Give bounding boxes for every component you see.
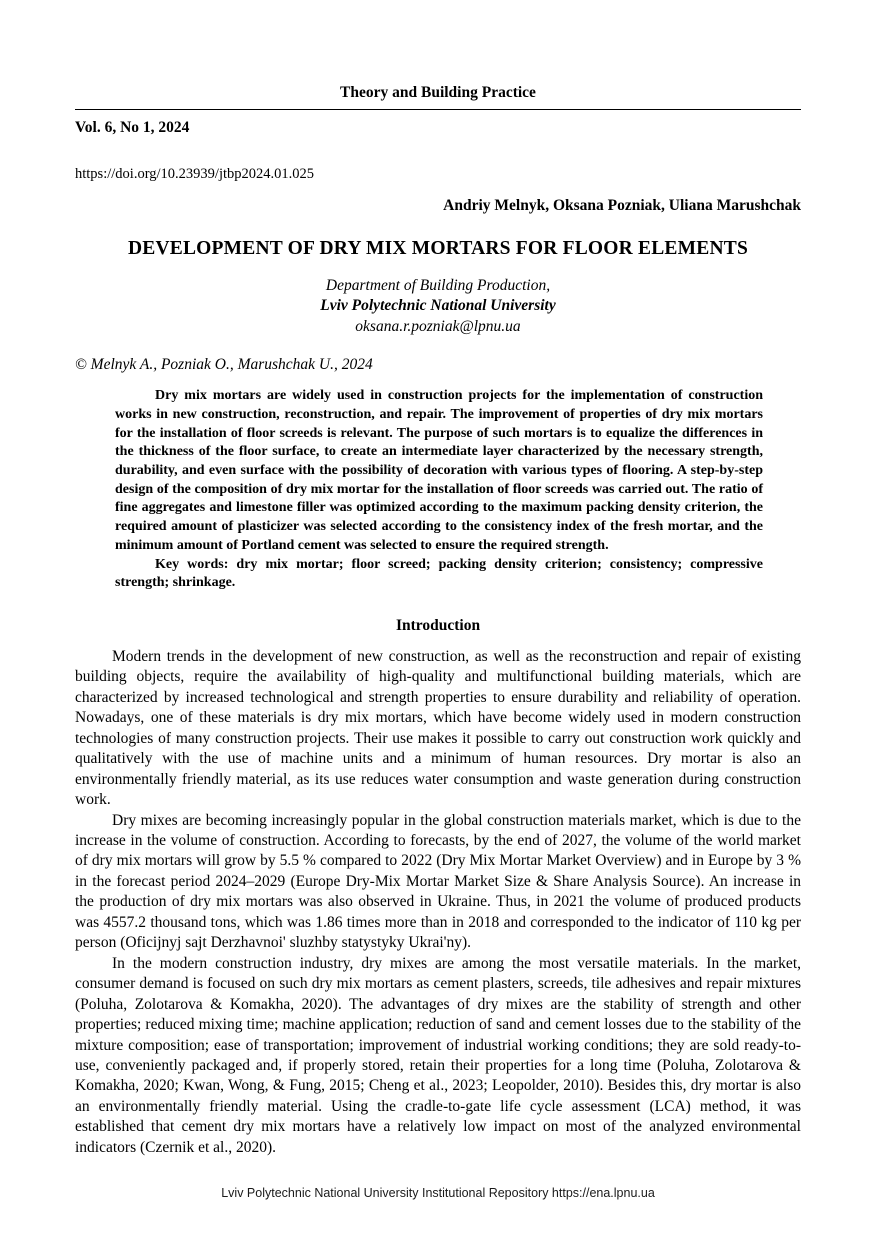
introduction-body — [75, 647, 801, 1158]
intro-paragraph-1: Modern trends in the development of new construction, as well as the reconstruction and repair of existing building objects, require the availability of high-quality and multifunctional building materials, which are characterized by increased technological and strength properties to ensure durability and reliability of operation. Nowadays, one of these materials is dry mix mortars, which have become widely used in modern construction technologies of many construction projects. Their use makes it possible to carry out construction work quickly and qualitatively with the use of machine units and a minimum of human resources. Dry mortar is also an environmentally friendly material, as its use reduces water consumption and waste generation during construction work. — [75, 647, 801, 809]
volume-issue: Vol. 6, No 1, 2024 — [75, 119, 190, 136]
affiliation-university: Lviv Polytechnic National University — [320, 297, 556, 315]
doi-link[interactable]: https://doi.org/10.23939/jtbp2024.01.025 — [75, 166, 314, 182]
affiliation-block — [75, 276, 801, 337]
abstract-text: Dry mix mortars are widely used in construction projects for the implementation of construction works in new construction, reconstruction, and repair. The improvement of properties of dry mix mortars for the installation of floor screeds is relevant. The purpose of such mortars is to equalize the differences in the thickness of the floor surface, to create an intermediate layer characterized by the necessary strength, durability, and even surface with the possibility of decoration with various types of flooring. A step-by-step design of the composition of dry mix mortar for the installation of floor screeds was carried out. The ratio of fine aggregates and limestone filler was optimized according to the maximum packing density criterion, the required amount of plasticizer was selected according to the consistency index of the fresh mortar, and the minimum amount of Portland cement was selected to ensure the required strength. — [115, 388, 763, 553]
journal-name: Theory and Building Practice — [75, 84, 801, 110]
copyright-line: © Melnyk A., Pozniak O., Marushchak U., 2024 — [75, 356, 373, 374]
keywords-text: Key words: dry mix mortar; floor screed; packing density criterion; consistency; compressive strength; shrinkage. — [115, 556, 763, 591]
section-heading-introduction: Introduction — [395, 616, 481, 634]
author-email-link[interactable]: oksana.r.pozniak@lpnu.ua — [355, 317, 521, 335]
intro-paragraph-2: Dry mixes are becoming increasingly popular in the global construction materials market, which is due to the increase in the volume of construction. According to forecasts, by the end of 2027, the volume of the world market of dry mix mortars will grow by 5.5 % compared to 2022 (Dry Mix Mortar Market Overview) and in Europe by 3 % in the forecast period 2024–2029 (Europe Dry-Mix Mortar Market Size & Share Analysis Source). An increase in the production of dry mix mortars was also observed in Ukraine. Thus, in 2021 the volume of produced products was 4557.2 thousand tons, which was 1.86 times more than in 2018 and corresponded to the indicator of 110 kg per person (Oficijnyj sajt Derzhavnoi' sluzhby statystyky Ukrai'ny). — [75, 811, 801, 952]
authors-line: Andriy Melnyk, Oksana Pozniak, Uliana Marushchak — [443, 197, 801, 214]
repository-footer: Lviv Polytechnic National University Institutional Repository https://ena.lpnu.ua — [221, 1186, 655, 1200]
abstract-block — [115, 387, 763, 593]
affiliation-department: Department of Building Production, — [325, 277, 551, 294]
paper-title: DEVELOPMENT OF DRY MIX MORTARS FOR FLOOR ELEMENTS — [127, 238, 748, 259]
intro-paragraph-3: In the modern construction industry, dry mixes are among the most versatile materials. In the market, consumer demand is focused on such dry mix mortars as cement plasters, screeds, tile adhesives and repair mixtures (Poluha, Zolotarova & Komakha, 2020). The advantages of dry mixes are the stability of strength and other properties; reduced mixing time; machine application; reduction of sand and cement losses due to the stability of the mixture composition; ease of transportation; improvement of industrial working conditions; they are sold ready-to-use, conveniently packaged and, if properly stored, retain their properties for a long time (Poluha, Zolotarova & Komakha, 2020; Kwan, Wong, & Fung, 2015; Cheng et al., 2023; Leopolder, 2010). Besides this, dry mortar is also an environmentally friendly material. Using the cradle-to-gate life cycle assessment (LCA) method, it was established that cement dry mix mortars have a relatively low impact on most of the analyzed environmental indicators (Czernik et al., 2020). — [75, 954, 801, 1156]
